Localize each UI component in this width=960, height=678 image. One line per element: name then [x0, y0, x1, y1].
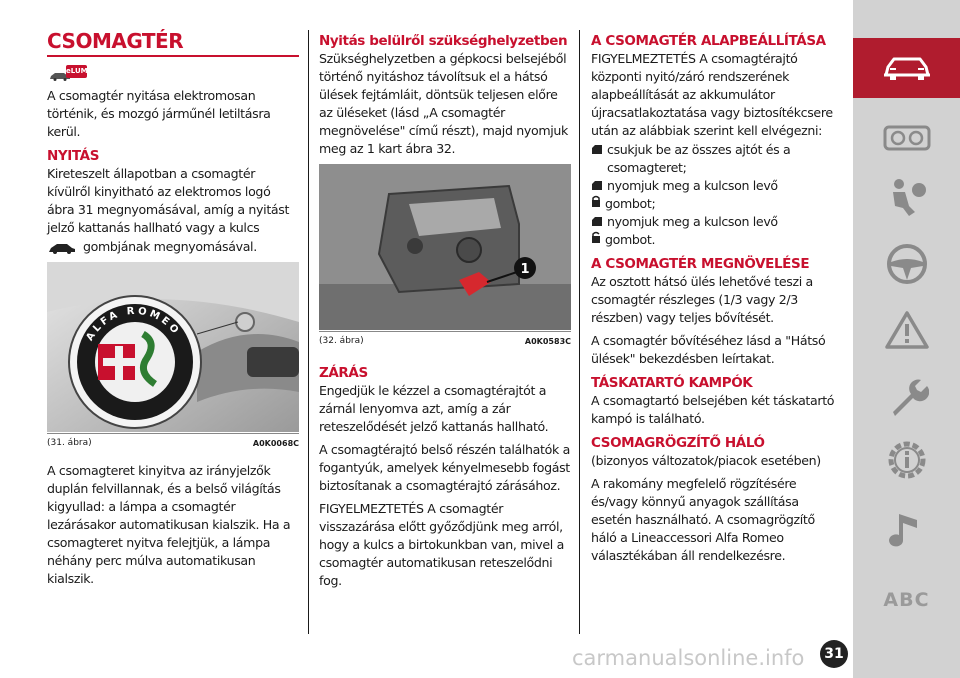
info-gear-icon	[884, 437, 930, 483]
chapter-title: CSOMAGTÉR	[47, 29, 184, 53]
closing-heading: ZÁRÁS	[319, 365, 368, 381]
step-2-text: nyomjuk meg a kulcson levő	[607, 178, 778, 193]
after-figure-paragraph: A csomagteret kinyitva az irányjelzők duplán felvillannak, és a belső világítás kigyullad: a lámpa a csomagtér lezárásakor automatikusan kialszik. Ha a csomagteret nyitva felejtjük, a lámpa néhány perc múlva automatikusan kialszik.	[47, 463, 291, 586]
reset-heading: A CSOMAGTÉR ALAPBEÁLLÍTÁSA	[591, 33, 826, 49]
tab-emergency[interactable]	[853, 302, 960, 358]
emergency-paragraph: Szükséghelyzetben a gépkocsi belsejéből történő nyitáshoz távolítsuk el a hátsó ülések fejtámláit, döntsük teljesen előre az üléseket (lásd „A csomagtér megnövelése" című részt), majd nyomjuk meg az 1 kart ábra 32.	[319, 51, 568, 156]
title-rule	[47, 55, 299, 57]
door-icon	[591, 216, 603, 227]
step-button-1	[591, 195, 841, 213]
net-paragraph-2: A rakomány megfelelő rögzítésére és/vagy könnyű anyagok szállítása esetén használható. A csomagrögzítő háló a Lineaccessori Alfa Romeo választékában áll rendelkezésre.	[591, 476, 815, 563]
svg-text:ALFA ROMEO	[84, 306, 182, 343]
opening-heading: NYITÁS	[47, 148, 100, 164]
step-4-text: nyomjuk meg a kulcson levő	[607, 214, 778, 229]
figure-31-caption	[47, 433, 299, 448]
music-note-icon	[887, 510, 927, 554]
logo-ring-text	[47, 262, 299, 432]
figure-31-number: (31. ábra)	[47, 438, 92, 448]
figure-32-callout: 1	[520, 262, 530, 277]
intro-paragraph: A csomagtér nyitása elektromosan történik, és mozgó járműnél letiltásra kerül.	[47, 88, 271, 139]
steering-wheel-icon	[885, 242, 929, 286]
net-paragraph-1: (bizonyos változatok/piacok esetében)	[591, 453, 821, 468]
reset-paragraph: FIGYELMEZTETÉS A csomagtérajtó központi nyitó/záró rendszerének alapbeállítását az akkumulátor újracsatlakoztatása vagy biztosítékcsere után az alábbiak szerint kell elvégezni:	[591, 51, 833, 138]
step-3-text: gombot;	[605, 196, 656, 211]
door-icon	[591, 180, 603, 191]
car-key-icon	[47, 242, 77, 254]
figure-32-caption	[319, 331, 571, 346]
unlock-icon	[591, 231, 601, 243]
emergency-heading: Nyitás belülről szükséghelyzetben	[319, 33, 568, 49]
column-3	[591, 28, 841, 570]
figure-32	[319, 164, 571, 330]
tab-safety[interactable]	[853, 170, 960, 226]
dashboard-gauge-icon	[883, 123, 931, 153]
column-2	[319, 28, 571, 595]
step-press-key-1	[591, 177, 841, 195]
trunk-latch-image	[319, 164, 571, 330]
tab-dashboard[interactable]	[853, 110, 960, 166]
figure-31	[47, 262, 299, 432]
closing-paragraph-3: FIGYELMEZTETÉS A csomagtér visszazárása előtt győződjünk meg arról, hogy a kulcs a birtokunkban van, mivel a csomagtér automatikusan reteszelődni fog.	[319, 501, 564, 588]
tab-vehicle[interactable]	[853, 38, 960, 98]
enlarge-paragraph-1: Az osztott hátsó ülés lehetővé teszi a csomagtér részleges (1/3 vagy 2/3 részben) vagy teljes bővítését.	[591, 274, 813, 325]
closing-paragraph-2: A csomagtérajtó belső részén találhatók a fogantyúk, amelyek kényelmesebb fogást biztosítanak a csomagtérajtó zárásához.	[319, 442, 570, 493]
step-5-text: gombot.	[605, 232, 656, 247]
tab-maintenance[interactable]	[853, 368, 960, 424]
tab-starting-driving[interactable]	[853, 236, 960, 292]
column-divider-2	[579, 30, 580, 634]
chapter-sidebar	[853, 0, 960, 678]
elum-badge: eLUM	[66, 65, 87, 78]
step-press-key-2	[591, 213, 841, 231]
car-icon	[882, 53, 932, 83]
enlarge-heading: A CSOMAGTÉR MEGNÖVELÉSE	[591, 256, 810, 272]
warning-triangle-icon	[884, 310, 930, 350]
step-button-2	[591, 231, 841, 249]
tab-multimedia[interactable]	[853, 504, 960, 560]
door-icon	[591, 144, 603, 155]
lock-icon	[591, 195, 601, 207]
tab-technical-data[interactable]	[853, 432, 960, 488]
opening-paragraph: Kireteszelt állapotban a csomagtér kívülről kinyitható az elektromos logó ábra 31 megnyomásával, amíg a nyitást jelző kattanás hallható vagy a kulcs	[47, 166, 290, 235]
step-close-doors	[591, 141, 841, 177]
airbag-safety-icon	[885, 176, 929, 220]
column-divider-1	[308, 30, 309, 634]
figure-32-code: A0K0583C	[524, 336, 571, 346]
watermark: carmanualsonline.info	[572, 646, 805, 670]
opening-paragraph-2	[47, 238, 299, 256]
logo-ring-label: ALFA ROMEO	[84, 305, 183, 343]
hooks-heading: TÁSKATARTÓ KAMPÓK	[591, 375, 753, 391]
figure-32-number: (32. ábra)	[319, 336, 364, 346]
elum-indicator	[47, 65, 299, 85]
wrench-icon	[885, 374, 929, 418]
column-1	[47, 28, 299, 593]
net-heading: CSOMAGRÖGZÍTŐ HÁLÓ	[591, 435, 765, 451]
opening-text-2: gombjának megnyomásával.	[83, 239, 257, 254]
closing-paragraph-1: Engedjük le kézzel a csomagtérajtót a zárnál lenyomva azt, amíg a zár reteszelődését jelző kattanás hallható.	[319, 383, 549, 434]
page-number: 31	[820, 640, 848, 668]
enlarge-paragraph-2: A csomagtér bővítéséhez lásd a "Hátsó ülések" bekezdésben leírtakat.	[591, 333, 826, 366]
tab-index[interactable]: ABC	[883, 589, 930, 611]
figure-31-code: A0K0068C	[252, 438, 299, 448]
hooks-paragraph: A csomagtartó belsejében két táskatartó kampó is található.	[591, 393, 835, 426]
step-1-text: csukjuk be az összes ajtót és a csomagteret;	[607, 142, 791, 175]
